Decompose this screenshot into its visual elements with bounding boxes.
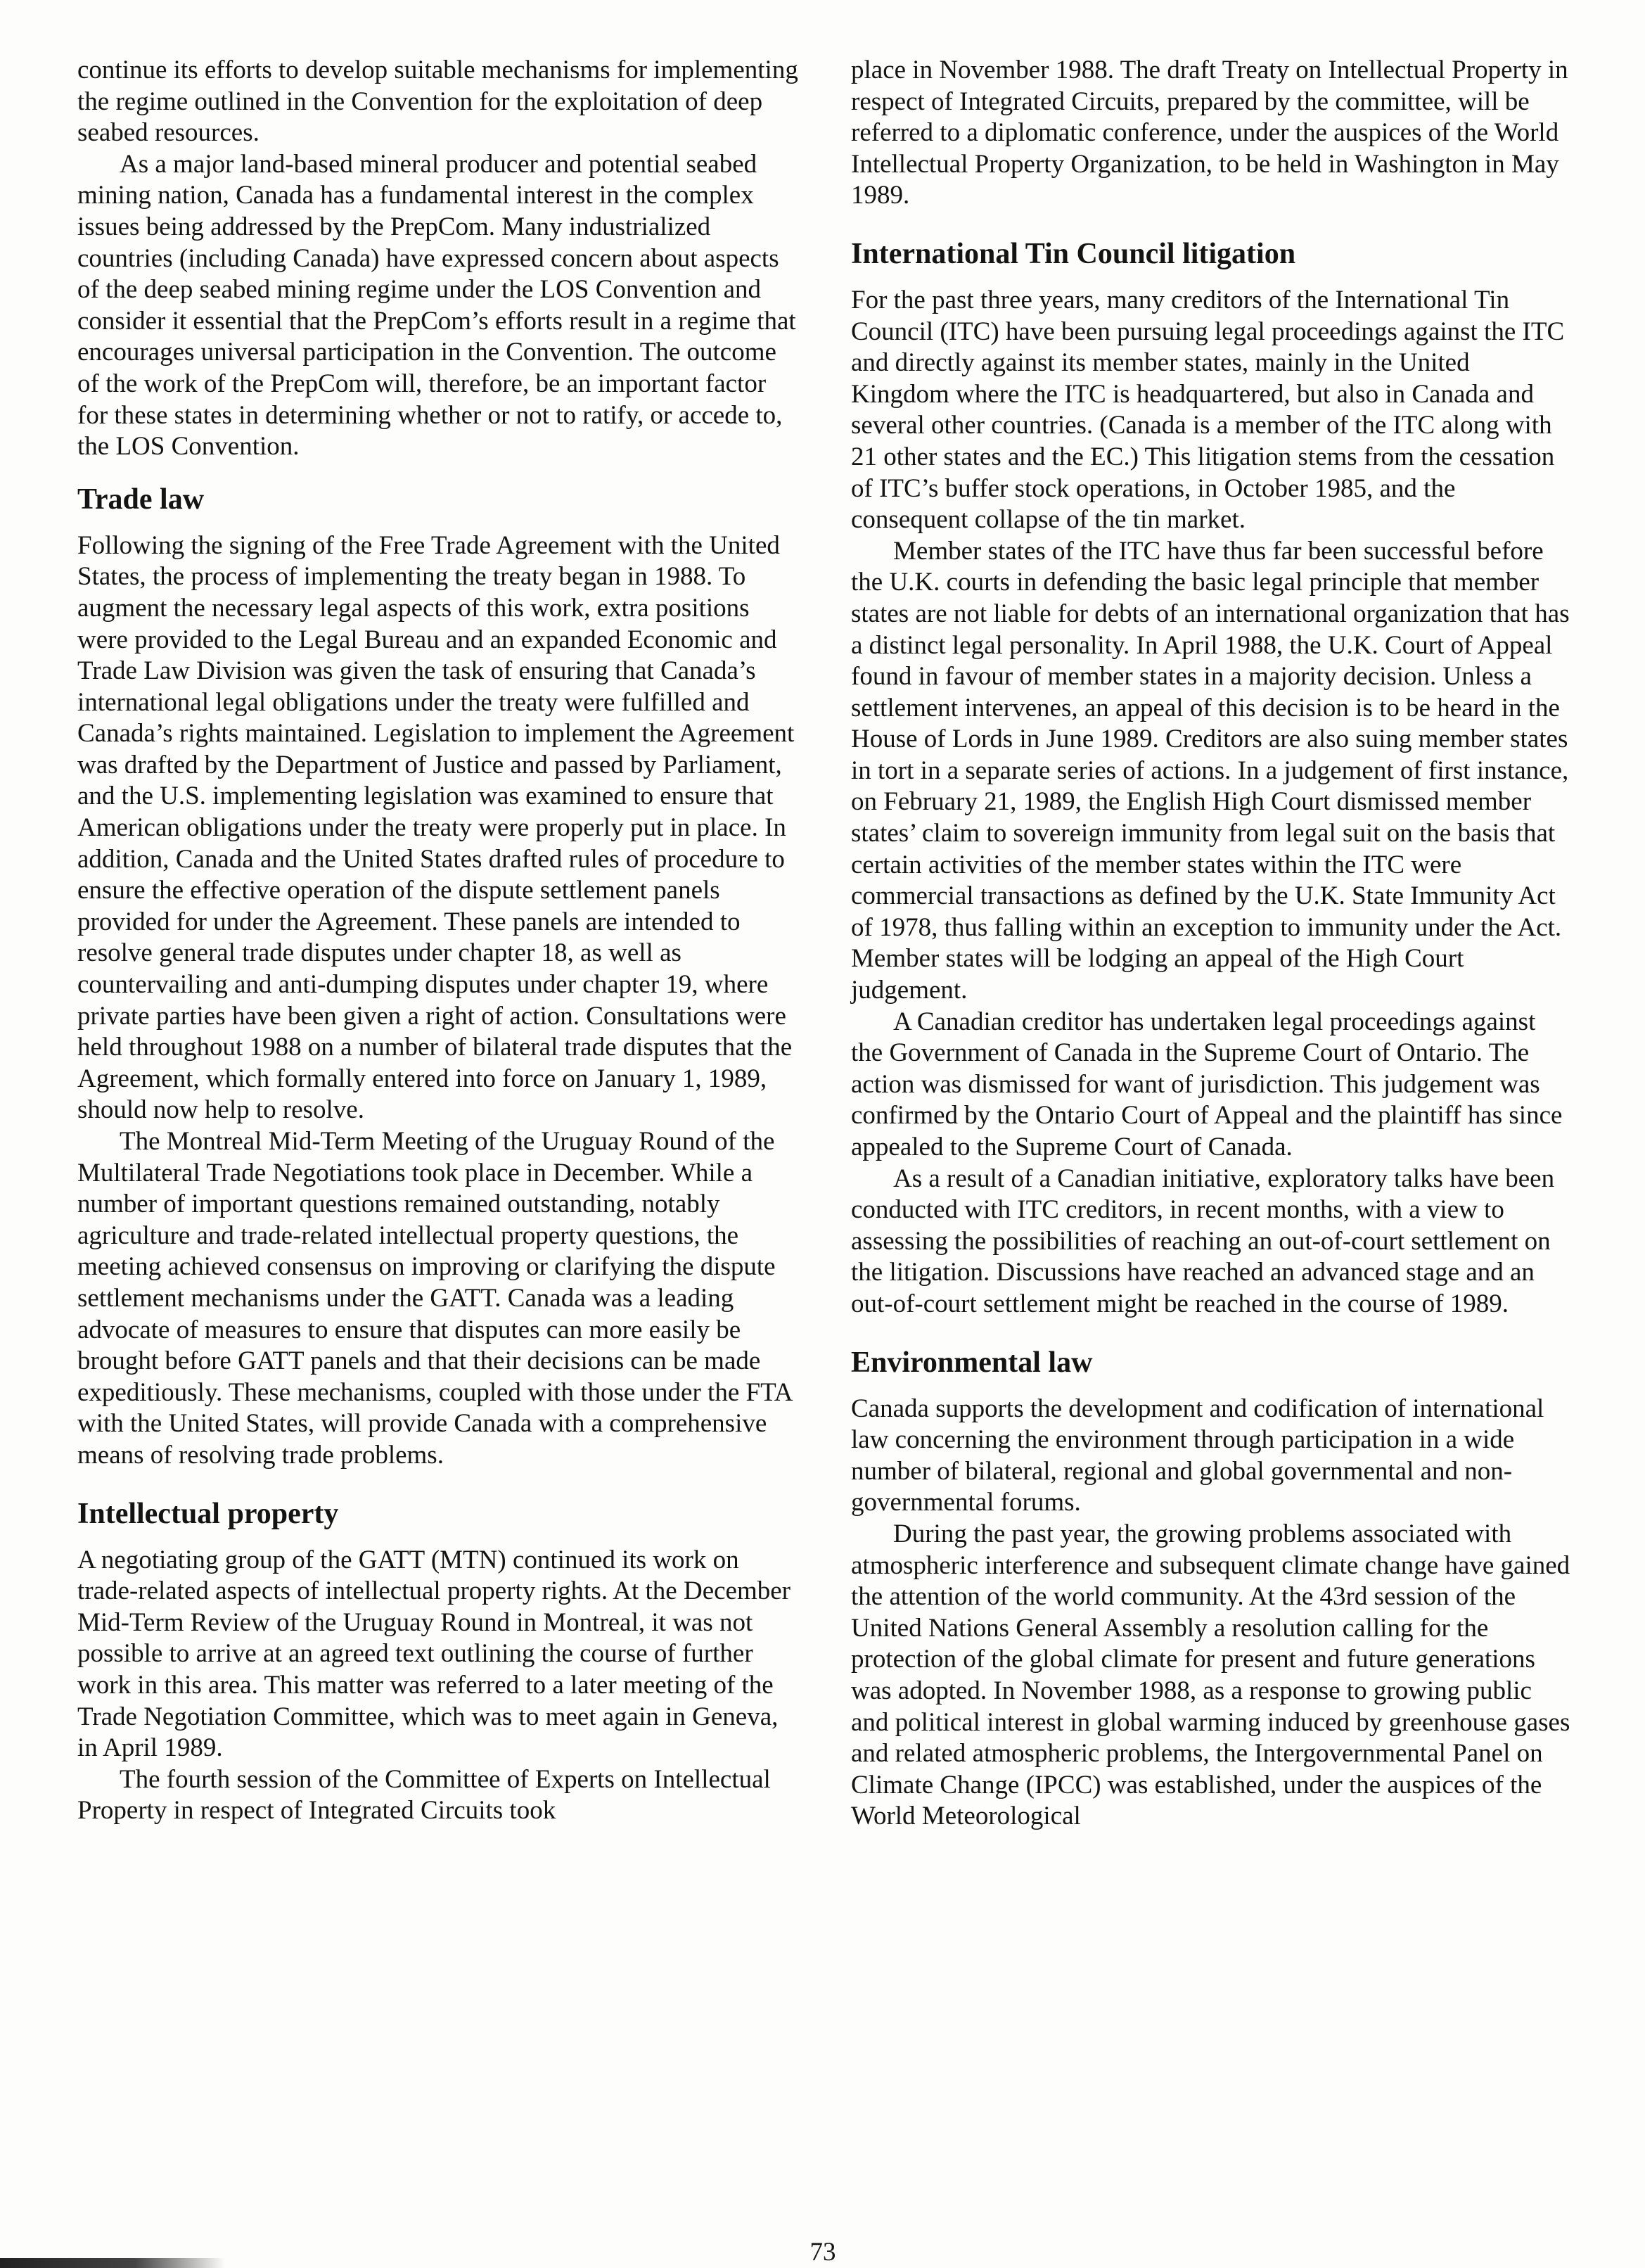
paragraph: A Canadian creditor has undertaken legal proceedings against the Government of Canada in the Supreme Court of Ontario. The action was dismissed for want of jurisdiction. This judgement was confirmed by the Ontario Court of Appeal and the plaintiff has since appealed to the Supreme Court of Canada. — [851, 1007, 1563, 1161]
paragraph: For the past three years, many creditors of the International Tin Council (ITC) have been pursuing legal proceedings against the ITC and directly against its member states, mainly in the United Kingdom where the ITC is headquartered, but also in Canada and several other countries. (Canada is a member of the ITC along with 21 other states and the EC.) This litigation stems from the cessation of ITC’s buffer stock operations, in October 1985, and the consequent collapse of the tin market. — [851, 285, 1565, 535]
paragraph: A negotiating group of the GATT (MTN) continued its work on trade-related aspects of intellectual property rights. At the December Mid-Term Review of the Uruguay Round in Montreal, it was not possible to arrive at an agreed text outlining the course of further work in this area. This matter was referred to a later meeting of the Trade Negotiation Committee, which was to meet again in Geneva, in April 1989. — [77, 1545, 791, 1763]
paragraph: Following the signing of the Free Trade Agreement with the United States, the process of implementing the treaty began in 1988. To augment the necessary legal aspects of this work, extra positions were provided to the Legal Bureau and an expanded Economic and Trade Law Division was given the task of ensuring that Canada’s international legal obligations under the treaty were fulfilled and Canada’s rights maintained. Legislation to implement the Agreement was drafted by the Department of Justice and passed by Parliament, and the U.S. implementing legislation was examined to ensure that American obligations under the treaty were properly put in place. In addition, Canada and the United States drafted rules of procedure to ensure the effective operation of the dispute settlement panels provided for under the Agreement. These panels are intended to resolve general trade disputes under chapter 18, as well as countervailing and anti-dumping disputes under chapter 19, where private parties have been given a right of action. Consultations were held throughout 1988 on a number of bilateral trade disputes that the Agreement, which formally entered into force on January 1, 1989, should now help to resolve. — [77, 530, 795, 1125]
section-heading-trade-law: Trade law — [77, 483, 205, 516]
left-column — [77, 55, 798, 1827]
paragraph: As a major land-based mineral producer and potential seabed mining nation, Canada has a fundamental interest in the complex issues being addressed by the PrepCom. Many industrialized countries (including Canada) have expressed concern about aspects of the deep seabed mining regime under the LOS Convention and consider it essential that the PrepCom’s efforts result in a regime that encourages universal participation in the Convention. The outcome of the work of the PrepCom will, therefore, be an important factor for these states in determining whether or not to ratify, or accede to, the LOS Convention. — [77, 149, 796, 461]
paragraph: Member states of the ITC have thus far been successful before the U.K. courts in defending the basic legal principle that member states are not liable for debts of an international organization that has a distinct legal personality. In April 1988, the U.K. Court of Appeal found in favour of member states in a majority decision. Unless a settlement intervenes, an appeal of this decision is to be heard in the House of Lords in June 1989. Creditors are also suing member states in tort in a separate series of actions. In a judgement of first instance, on February 21, 1989, the English High Court dismissed member states’ claim to sovereign immunity from legal suit on the basis that certain activities of the member states within the ITC were commercial transactions as defined by the U.K. State Immunity Act of 1978, thus falling within an exception to immunity under the Act. Member states will be lodging an appeal of the High Court judgement. — [851, 536, 1570, 1005]
paragraph: During the past year, the growing problems associated with atmospheric interference and subsequent climate change have gained the attention of the world community. At the 43rd session of the United Nations General Assembly a resolution calling for the protection of the global climate for present and future generations was adopted. In November 1988, as a response to growing public and political interest in global warming induced by greenhouse gases and related atmospheric problems, the Intergovernmental Panel on Climate Change (IPCC) was established, under the auspices of the World Meteorological — [851, 1519, 1570, 1831]
section-heading-intellectual-property: Intellectual property — [77, 1497, 339, 1530]
paragraph: Canada supports the development and codification of international law concerning the environment through participation in a wide number of bilateral, regional and global governmental and non-governmental forums. — [851, 1394, 1544, 1517]
page-number: 73 — [809, 2238, 836, 2267]
scan-edge-mark — [0, 2258, 225, 2268]
section-heading-tin-council: International Tin Council litigation — [851, 237, 1296, 270]
paragraph: As a result of a Canadian initiative, exploratory talks have been conducted with ITC creditors, in recent months, with a view to assessing the possibilities of reaching an out-of-court settlement on the litigation. Discussions have reached an advanced stage and an out-of-court settlement might be reached in the course of 1989. — [851, 1164, 1555, 1318]
paragraph: continue its efforts to develop suitable mechanisms for implementing the regime outlined in the Convention for the exploitation of deep seabed resources. — [77, 56, 798, 148]
paragraph: place in November 1988. The draft Treaty on Intellectual Property in respect of Integrated Circuits, prepared by the committee, will be referred to a diplomatic conference, under the auspices of the World Intellectual Property Organization, to be held in Washington in May 1989. — [851, 56, 1568, 210]
right-column — [851, 55, 1572, 1833]
paragraph: The fourth session of the Committee of Experts on Intellectual Property in respect of Integrated Circuits took — [77, 1764, 771, 1826]
section-heading-environmental-law: Environmental law — [851, 1346, 1093, 1379]
paragraph: The Montreal Mid-Term Meeting of the Uruguay Round of the Multilateral Trade Negotiations took place in December. While a number of important questions remained outstanding, notably agriculture and trade-related intellectual property questions, the meeting achieved consensus on improving or clarifying the dispute settlement mechanisms under the GATT. Canada was a leading advocate of measures to ensure that disputes can more easily be brought before GATT panels and that their decisions can be made expeditiously. These mechanisms, coupled with those under the FTA with the United States, will provide Canada with a comprehensive means of resolving trade problems. — [77, 1127, 792, 1470]
